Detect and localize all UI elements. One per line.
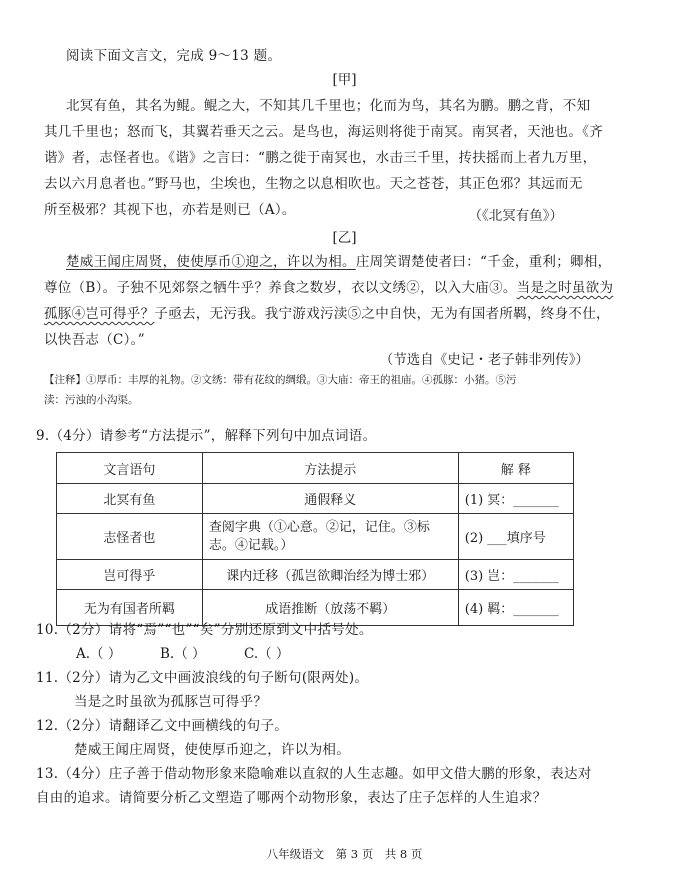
- table-row: 志怪者也 查阅字典（①心意。②记，记住。③标志。④记载。） (2) ___填序号: [57, 514, 574, 560]
- question-9: 9.（4分）请参考“方法提示”，解释下列句中加点词语。: [36, 428, 377, 444]
- table-row: 北冥有鱼 通假释义 (1) 冥：_______: [57, 484, 574, 514]
- question-13-cont: 自由的追求。请简要分析乙文塑造了哪两个动物形象，表达了庄子怎样的人生追求？: [36, 790, 547, 806]
- passage-jia-line: 所至极邪？其视下也，亦若是则已（A）。: [44, 202, 296, 218]
- annotation-line: 渎：污浊的小沟渠。: [44, 394, 139, 406]
- method-table: [56, 452, 574, 626]
- passage-jia-heading: [甲]: [332, 72, 357, 88]
- answer-blank[interactable]: (4) 羁：_______: [458, 590, 573, 626]
- question-13: 13.（4分）庄子善于借动物形象来隐喻难以直叙的人生志趣。如甲文借大鹏的形象，表达对: [36, 766, 592, 782]
- annotation-line: 【注释】①厚币：丰厚的礼物。②文绣：带有花纹的绸缎。③大庙：帝王的祖庙。④孤豚：小猪。⑤污: [44, 374, 517, 386]
- question-11-sentence: 当是之时虽欲为孤豚岂可得乎？: [74, 694, 268, 710]
- passage-jia-source: （《北冥有鱼》）: [468, 208, 563, 224]
- passage-yi-line: 楚威王闻庄周贤，使使厚币①迎之，许以为相。庄周笑谓楚使者曰：“千金，重利；卿相，: [66, 254, 612, 270]
- question-11: 11.（2分）请为乙文中画波浪线的句子断句(限两处)。: [36, 670, 369, 686]
- table-header-row: [57, 453, 574, 484]
- question-12: 12.（2分）请翻译乙文中画横线的句子。: [36, 718, 289, 734]
- passage-yi-heading: [乙]: [332, 230, 357, 246]
- passage-jia-line: 北冥有鱼，其名为鲲。鲲之大，不知其几千里也；化而为鸟，其名为鹏。鹏之背，不知: [66, 98, 591, 114]
- option-a-blank[interactable]: A.（ ）: [76, 646, 122, 662]
- passage-yi-line: 尊位（B）。子独不见郊祭之牺牛乎？养食之数岁，衣以文绣②，以入大庙③。当是之时虽欲为: [44, 280, 614, 296]
- table-row: 无为有国者所羁 成语推断（放荡不羁） (4) 羁：_______: [57, 590, 574, 626]
- passage-jia-line: 其几千里也；怒而飞，其翼若垂天之云。是鸟也，海运则将徙于南冥。南冥者，天池也。《齐: [44, 124, 604, 140]
- option-c-blank[interactable]: C.（ ）: [244, 646, 290, 662]
- answer-blank[interactable]: (1) 冥：_______: [458, 484, 573, 514]
- wavy-sentence-part1: 当是之时虽欲为: [516, 280, 614, 296]
- passage-yi-line: 以快吾志（C）。”: [44, 332, 145, 348]
- table-header: 方法提示: [202, 453, 458, 484]
- table-row: 岂可得乎 课内迁移（孤岂欲卿治经为博士邪） (3) 岂：_______: [57, 560, 574, 590]
- option-b-blank[interactable]: B.（ ）: [160, 646, 206, 662]
- answer-blank[interactable]: (3) 岂：_______: [458, 560, 573, 590]
- passage-jia-line: 去以六月息者也。”野马也，尘埃也，生物之以息相吹也。天之苍苍，其正色邪？其远而无: [44, 176, 583, 192]
- passage-yi-source: （节选自《史记・老子韩非列传》）: [379, 352, 589, 368]
- passage-yi-line: 孤豚④岂可得乎？子亟去，无污我。我宁游戏污渎⑤之中自快，无为有国者所羁，终身不仕，: [44, 306, 610, 322]
- question-12-sentence: 楚威王闻庄周贤，使使厚币迎之，许以为相。: [74, 742, 350, 758]
- table-header: 文言语句: [57, 453, 203, 484]
- passage-jia-line: 谐》者，志怪者也。《谐》之言曰：“鹏之徙于南冥也，水击三千里，抟扶摇而上者九万里，: [44, 150, 597, 166]
- answer-blank[interactable]: (2) ___填序号: [458, 514, 573, 560]
- question-10: 10.（2分）请将“焉”“也”“矣”分别还原到文中括号处。: [36, 622, 373, 638]
- wavy-sentence-part2: 孤豚④岂可得乎？: [44, 306, 155, 322]
- table-header: 解 释: [458, 453, 573, 484]
- page-footer: 八年级语文 第 3 页 共 8 页: [266, 847, 423, 861]
- reading-instruction: 阅读下面文言文，完成 9～13 题。: [66, 48, 282, 64]
- underlined-sentence: 楚威王闻庄周贤，使使厚币①迎之，许以为相。: [66, 254, 356, 270]
